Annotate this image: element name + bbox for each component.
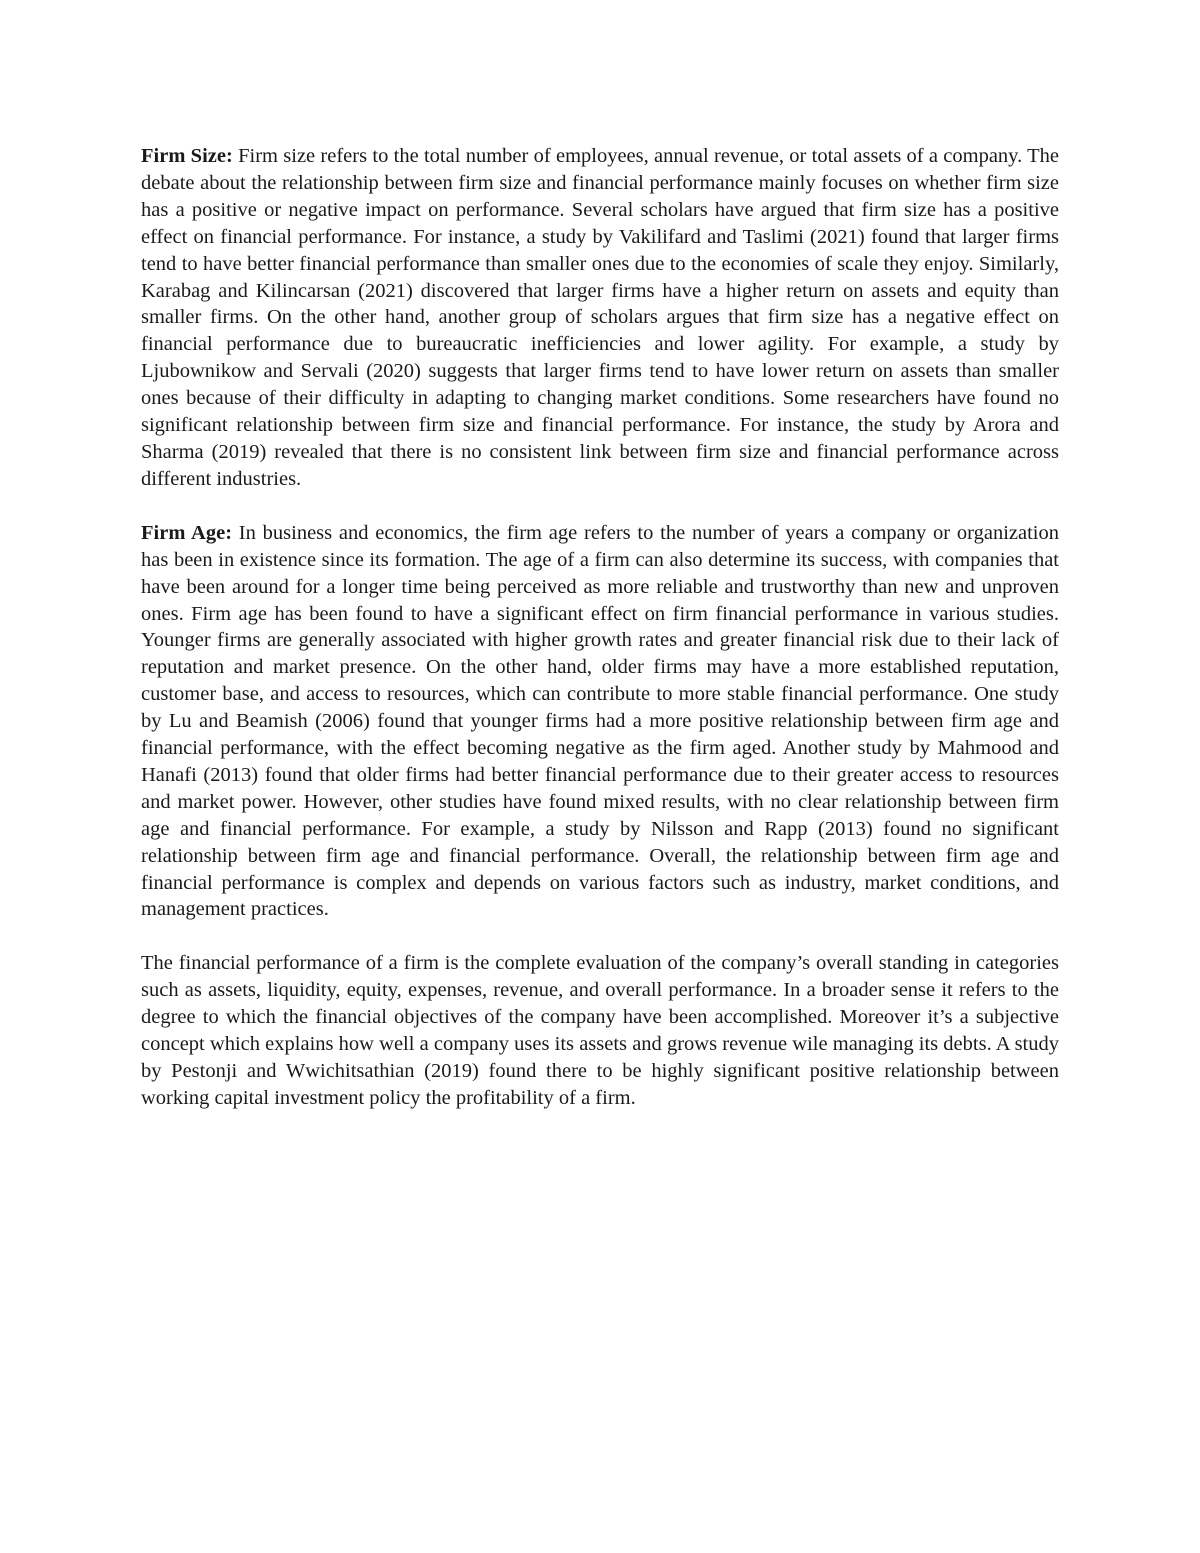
paragraph-firm-size-text: Firm size refers to the total number of employees, annual revenue, or total assets of a company. The debate about the relationship between firm size and financial performance mainly focuses on whether firm size has a positive or negative impact on performance. Several scholars have argued that firm size has a positive effect on financial performance. For instance, a study by Vakilifard and Taslimi (2021) found that larger firms tend to have better financial performance than smaller ones due to the economies of scale they enjoy. Similarly, Karabag and Kilincarsan (2021) discovered that larger firms have a higher return on assets and equity than smaller firms. On the other hand, another group of scholars argues that firm size has a negative effect on financial performance due to bureaucratic inefficiencies and lower agility. For example, a study by Ljubownikow and Servali (2020) suggests that larger firms tend to have lower return on assets than smaller ones because of their difficulty in adapting to changing market conditions. Some researchers have found no significant relationship between firm size and financial performance. For instance, the study by Arora and Sharma (2019) revealed that there is no consistent link between firm size and financial performance across different industries. [141, 145, 1060, 490]
heading-firm-age: Firm Age: [141, 521, 233, 544]
paragraph-firm-age-text: In business and economics, the firm age refers to the number of years a company or organization has been in existence since its formation. The age of a firm can also determine its success, with companies that have been around for a longer time being perceived as more reliable and trustworthy than new and unproven ones. Firm age has been found to have a significant effect on firm financial performance in various studies. Younger firms are generally associated with higher growth rates and greater financial risk due to their lack of reputation and market presence. On the other hand, older firms may have a more established reputation, customer base, and access to resources, which can contribute to more stable financial performance. One study by Lu and Beamish (2006) found that younger firms had a more positive relationship between firm age and financial performance, with the effect becoming negative as the firm aged. Another study by Mahmood and Hanafi (2013) found that older firms had better financial performance due to their greater access to resources and market power. However, other studies have found mixed results, with no clear relationship between firm age and financial performance. For example, a study by Nilsson and Rapp (2013) found no significant relationship between firm age and financial performance. Overall, the relationship between firm age and financial performance is complex and depends on various factors such as industry, market conditions, and management practices. [141, 521, 1060, 921]
heading-firm-size: Firm Size: [141, 145, 233, 167]
document-body [141, 143, 1059, 1139]
paragraph-financial-performance-text: The financial performance of a firm is the complete evaluation of the company’s overall standing in categories such as assets, liquidity, equity, expenses, revenue, and overall performance. In a broader sense it refers to the degree to which the financial objectives of the company have been accomplished. Moreover it’s a subjective concept which explains how well a company uses its assets and grows revenue wile managing its debts. A study by Pestonji and Wwichitsathian (2019) found there to be highly significant positive relationship between working capital investment policy the profitability of a firm. [141, 952, 1059, 1109]
paragraph-financial-performance [141, 950, 1059, 1111]
paragraph-firm-size [141, 143, 1059, 493]
paragraph-firm-age [141, 520, 1059, 924]
